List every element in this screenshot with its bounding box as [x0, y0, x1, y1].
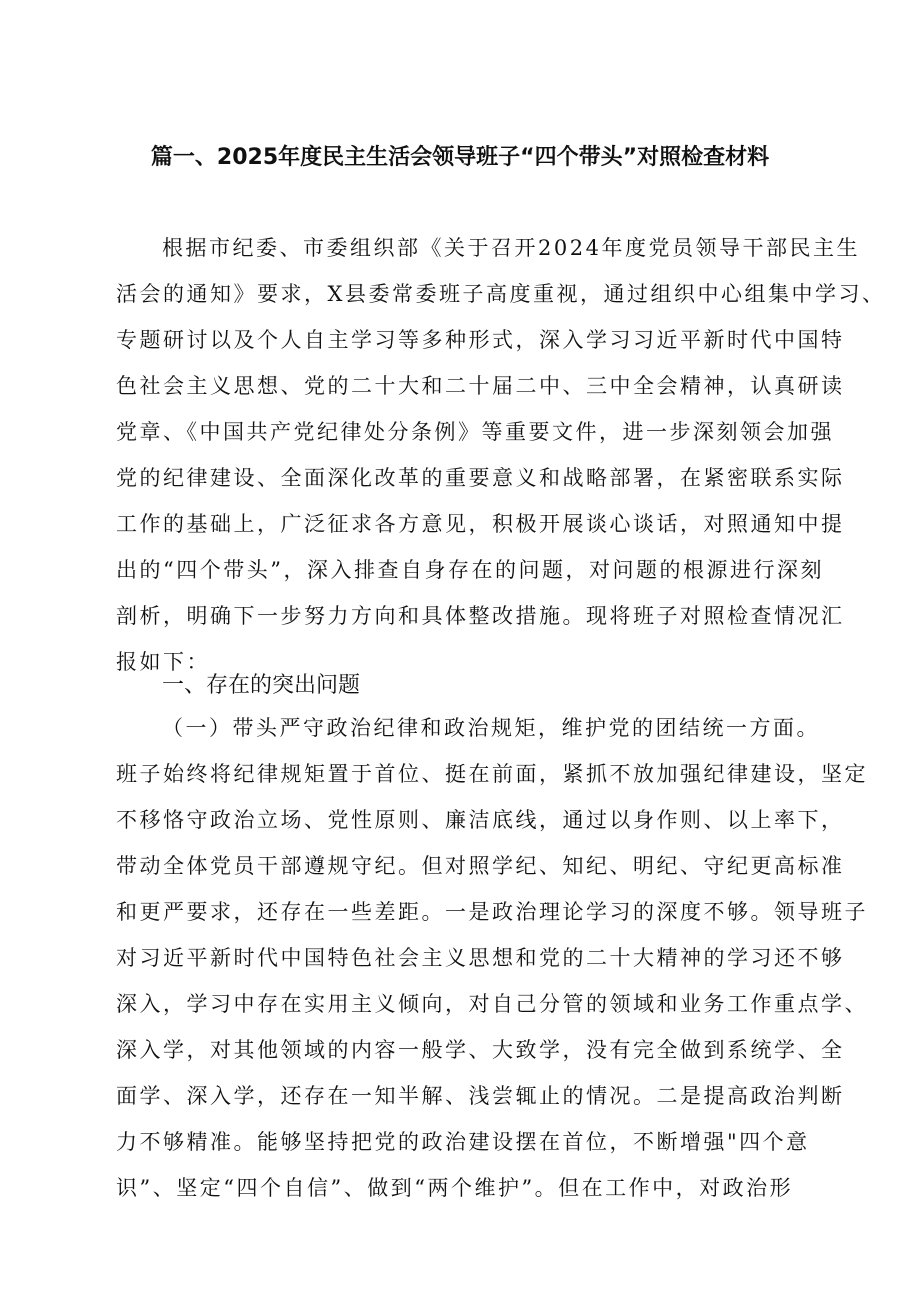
body-line: 对习近平新时代中国特色社会主义思想和党的二十大精神的学习还不够 [116, 946, 845, 970]
section-heading: 一、存在的突出问题 [162, 673, 361, 698]
body-line: 和更严要求，还存在一些差距。一是政治理论学习的深度不够。领导班子 [116, 900, 868, 924]
intro-line: 专题研讨以及个人自主学习等多种形式，深入学习习近平新时代中国特 [116, 328, 845, 352]
body-line: （一）带头严守政治纪律和政治规矩，维护党的团结统一方面。 [162, 716, 820, 740]
body-line: 班子始终将纪律规矩置于首位、挺在前面，紧抓不放加强纪律建设，坚定 [116, 762, 868, 786]
body-line: 不移恪守政治立场、党性原则、廉洁底线，通过以身作则、以上率下， [116, 808, 845, 832]
document-title: 篇一、2025年度民主生活会领导班子“四个带头”对照检查材料 [150, 145, 770, 170]
intro-line: 党的纪律建设、全面深化改革的重要意义和战略部署，在紧密联系实际 [116, 466, 845, 490]
body-line: 深入学，对其他领域的内容一般学、大致学，没有完全做到系统学、全 [116, 1038, 845, 1062]
intro-line: 剖析，明确下一步努力方向和具体整改措施。现将班子对照检查情况汇 [116, 604, 845, 628]
intro-line: 党章、《中国共产党纪律处分条例》等重要文件，进一步深刻领会加强 [116, 420, 834, 444]
intro-line: 工作的基础上，广泛征求各方意见，积极开展谈心谈话，对照通知中提 [116, 512, 845, 536]
body-line: 带动全体党员干部遵规守纪。但对照学纪、知纪、明纪、守纪更高标准 [116, 854, 845, 878]
intro-line: 色社会主义思想、党的二十大和二十届二中、三中全会精神，认真研读 [116, 374, 845, 398]
body-line: 深入，学习中存在实用主义倾向，对自己分管的领域和业务工作重点学、 [116, 992, 868, 1016]
body-line: 识”、坚定“四个自信”、做到“两个维护”。但在工作中，对政治形 [116, 1176, 794, 1200]
intro-line: 活会的通知》要求，X县委常委班子高度重视，通过组织中心组集中学习、 [116, 282, 886, 306]
intro-line: 出的“四个带头”，深入排查自身存在的问题，对问题的根源进行深刻 [116, 558, 824, 582]
intro-line: 根据市纪委、市委组织部《关于召开2024年度党员领导干部民主生 [162, 236, 860, 260]
intro-line: 报如下： [116, 650, 210, 674]
body-line: 力不够精准。能够坚持把党的政治建设摆在首位，不断增强"四个意 [116, 1130, 810, 1154]
body-line: 面学、深入学，还存在一知半解、浅尝辄止的情况。二是提高政治判断 [116, 1084, 845, 1108]
